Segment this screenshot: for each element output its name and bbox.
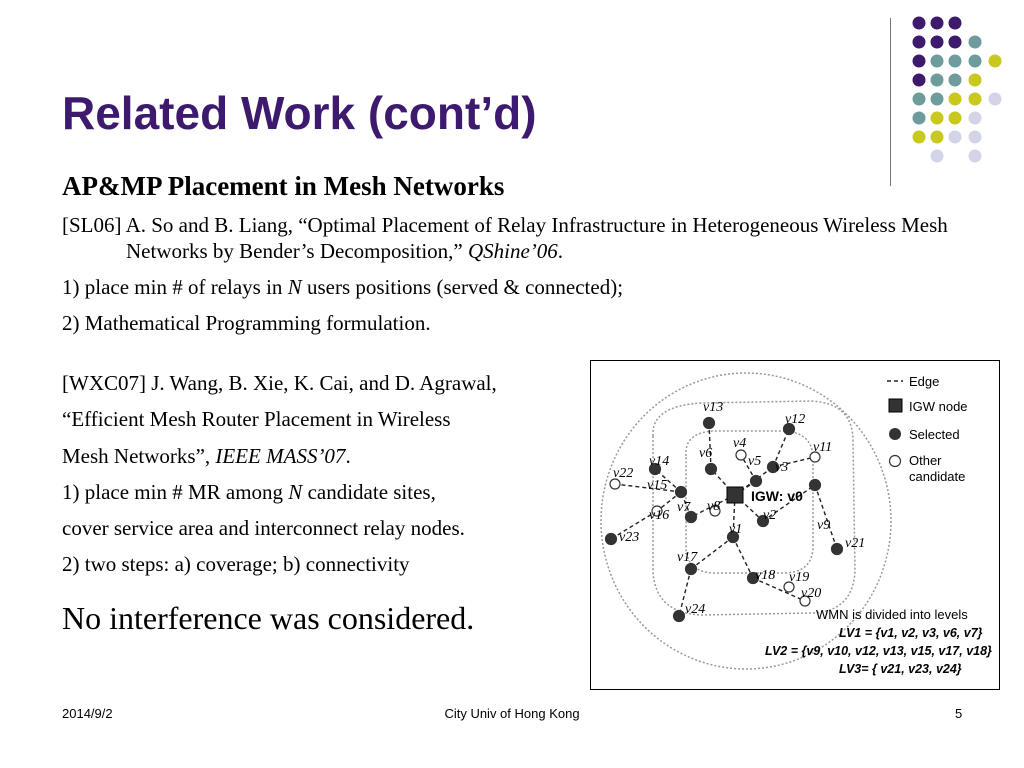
- point-formulation: 2) Mathematical Programming formulation.: [62, 310, 431, 335]
- node-label: v4: [733, 436, 747, 451]
- node-label: v15: [647, 478, 668, 493]
- node-label: v11: [813, 440, 833, 455]
- decorative-dot: [969, 112, 982, 125]
- reference-sl06: [62, 213, 1002, 263]
- conclusion-text: No interference was considered.: [62, 600, 475, 637]
- decorative-dot: [949, 131, 962, 144]
- decorative-dot: [931, 93, 944, 106]
- selected-node: [676, 487, 687, 498]
- node-label: v17: [677, 550, 698, 565]
- node-label: v18: [755, 568, 776, 583]
- reference-wxc07-line2: “Efficient Mesh Router Placement in Wireless: [62, 407, 451, 432]
- point-mr-pre: 1) place min # MR among: [62, 479, 289, 504]
- selected-node: [751, 476, 762, 487]
- point-two-steps: 2) two steps: a) coverage; b) connectivity: [62, 552, 410, 577]
- point-mr-post: candidate sites,: [302, 479, 436, 504]
- section-heading: AP&MP Placement in Mesh Networks: [62, 171, 505, 201]
- selected-node: [704, 418, 715, 429]
- decorative-dot: [931, 55, 944, 68]
- node-label: v14: [649, 454, 670, 469]
- decorative-dot: [949, 36, 962, 49]
- legend-selected-label: Selected: [909, 427, 960, 442]
- legend-edge-label: Edge: [909, 374, 940, 389]
- igw-label: IGW: v0: [751, 488, 803, 504]
- reference-sl06-end: .: [557, 238, 564, 263]
- decorative-dot: [989, 93, 1002, 106]
- decorative-dot: [913, 36, 926, 49]
- node-label: v20: [801, 586, 822, 601]
- decorative-dot: [913, 93, 926, 106]
- reference-wxc07-venue: IEEE MASS’07: [215, 443, 346, 468]
- node-label: v5: [748, 454, 762, 469]
- legend-other-label: Other: [909, 453, 942, 468]
- decorative-dot: [913, 74, 926, 87]
- decorative-dot: [949, 74, 962, 87]
- node-label: v24: [685, 602, 706, 617]
- decorative-dot: [969, 93, 982, 106]
- node-label: v6: [699, 446, 713, 461]
- figure-caption: WMN is divided into levels: [816, 607, 968, 622]
- title-divider-line: [890, 18, 891, 186]
- node-label: v21: [845, 536, 866, 551]
- decorative-dot: [969, 131, 982, 144]
- decorative-dot: [913, 112, 926, 125]
- legend-igw-icon: [889, 399, 902, 412]
- node-label: v22: [613, 466, 634, 481]
- reference-sl06-text: [SL06] A. So and B. Liang, “Optimal Placement of Relay Infrastructure in Heterogeneous Wireless Mesh Networks by Bender’s Decomposition,”: [62, 213, 948, 263]
- candidate-node: [736, 450, 746, 460]
- network-diagram-figure: [590, 360, 1000, 690]
- legend-candidate-icon: [890, 456, 901, 467]
- node-label: v19: [789, 570, 810, 585]
- node-label: v3: [775, 460, 789, 475]
- node-label: v23: [619, 530, 640, 545]
- decorative-dot: [949, 112, 962, 125]
- slide-title: Related Work (cont’d): [62, 87, 537, 139]
- reference-wxc07-line1: [WXC07] J. Wang, B. Xie, K. Cai, and D. Agrawal,: [62, 371, 497, 396]
- level-2-set: LV2 = {v9, v10, v12, v13, v15, v17, v18}: [765, 644, 992, 658]
- decorative-dot: [931, 112, 944, 125]
- decorative-dot: [969, 74, 982, 87]
- decorative-dot: [969, 36, 982, 49]
- point-relays-pre: 1) place min # of relays in: [62, 274, 288, 299]
- reference-sl06-venue: QShine’06: [467, 238, 558, 263]
- decorative-dot: [969, 150, 982, 163]
- page-number: 5: [955, 706, 963, 721]
- decorative-dot: [931, 150, 944, 163]
- point-relays-post: users positions (served & connected);: [301, 274, 624, 299]
- node-label: v9: [817, 518, 831, 533]
- reference-wxc07-end: .: [345, 443, 351, 468]
- selected-node: [606, 534, 617, 545]
- point-relays-var: N: [287, 274, 302, 299]
- decorative-dot: [931, 17, 944, 30]
- node-label: v13: [703, 400, 724, 415]
- footer-institution: City Univ of Hong Kong: [444, 706, 580, 721]
- decorative-dot: [949, 17, 962, 30]
- edge: [815, 485, 837, 549]
- node-label: v7: [677, 500, 691, 515]
- decorative-dot: [931, 36, 944, 49]
- node-label: v8: [707, 499, 721, 514]
- decorative-dot: [913, 131, 926, 144]
- decorative-dot: [931, 74, 944, 87]
- point-relays: [62, 275, 1002, 300]
- selected-node: [832, 544, 843, 555]
- decorative-dot: [949, 55, 962, 68]
- level-3-set: LV3= { v21, v23, v24}: [839, 662, 962, 676]
- node-label: v1: [729, 522, 743, 537]
- edge: [733, 537, 753, 578]
- selected-node: [706, 464, 717, 475]
- decorative-dot: [931, 131, 944, 144]
- legend-candidate-label: candidate: [909, 469, 966, 484]
- level-1-set: LV1 = {v1, v2, v3, v6, v7}: [839, 626, 983, 640]
- network-diagram: [591, 361, 999, 689]
- igw-node: [727, 487, 743, 503]
- reference-wxc07-pre: Mesh Networks”,: [62, 443, 216, 468]
- legend-selected-icon: [889, 428, 901, 440]
- legend-igw-label: IGW node: [909, 399, 968, 414]
- point-coverage: cover service area and interconnect relay nodes.: [62, 515, 465, 540]
- decorative-dot: [913, 55, 926, 68]
- edge: [691, 537, 733, 569]
- selected-node: [674, 611, 685, 622]
- decorative-dot: [989, 55, 1002, 68]
- point-mr-var: N: [288, 479, 303, 504]
- legend: [887, 374, 968, 484]
- selected-node: [686, 564, 697, 575]
- decorative-dot: [913, 17, 926, 30]
- node-label: v16: [649, 508, 670, 523]
- node-label: v12: [785, 412, 806, 427]
- selected-node: [810, 480, 821, 491]
- decorative-dot: [949, 93, 962, 106]
- footer-date: 2014/9/2: [62, 706, 113, 721]
- decorative-dot: [969, 55, 982, 68]
- node-label: v2: [763, 508, 777, 523]
